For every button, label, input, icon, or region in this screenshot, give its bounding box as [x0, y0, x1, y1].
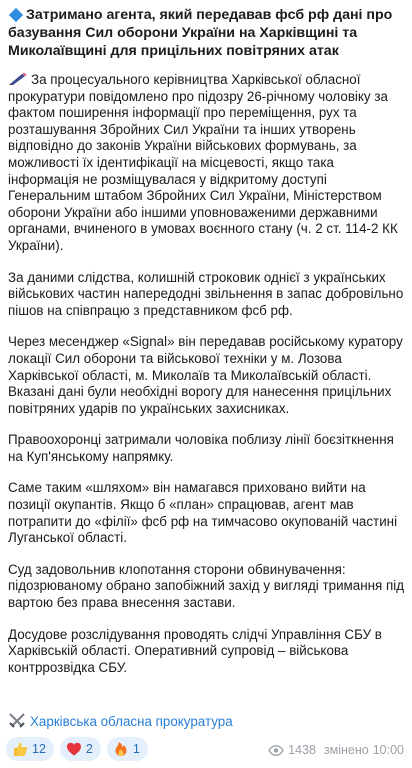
heart-icon — [66, 741, 82, 757]
post-paragraph-7: Досудове розслідування проводять слідчі Управління СБУ в Харківській області. Оперативний супровід – військова контррозвідка СБУ. — [8, 626, 382, 675]
post-paragraph-3: Через месенджер «Signal» він передавав російському куратору локації Сил оборони та військової техніки у м. Лозова Харківської області, м. Миколаїв та Миколаївській області. Вказані дані були необхідні ворогу для нанесення прицільних повітряних ударів по українських захисниках. — [8, 334, 403, 416]
pen-icon — [8, 72, 28, 85]
reaction-count: 2 — [85, 742, 93, 756]
reaction-thumbs-up[interactable] — [6, 737, 54, 761]
fire-icon — [113, 741, 129, 757]
post-title-text: Затримано агента, який передавав фсб рф дані про базування Сил оборони України на Харківщині та Миколаївщині для прицільних повітряних атак — [8, 7, 393, 59]
post-paragraph-1: За процесуального керівництва Харківської обласної прокуратури повідомлено про підозру 26-річному чоловіку за фактом поширення інформації про переміщення, рух та розташування Збройних Сил України та інших утворень відповідно до законів України військових формувань, за можливості їх ідентифікації на місцевості, якщо така інформація не розміщувалася у відкритому доступі Генеральним штабом Збройних Сил України, Міністерством оборони України або іншими уповноваженими державними органами, вчиненого в умовах воєнного стану (ч. 2 ст. 114-2 КК України). — [8, 72, 398, 253]
reactions-bar — [6, 737, 148, 761]
source-link[interactable] — [8, 713, 233, 730]
post-paragraph-2: За даними слідства, колишній строковик однієї з українських військових частин напередодні звільнення в запас добровільно пішов на співпрацю з представником фсб рф. — [8, 269, 404, 318]
post-title — [8, 6, 404, 60]
post-paragraph-5: Саме таким «шляхом» він намагався приховано вийти на позиції окупантів. Якщо б «план» спрацював, агент мав потрапити до «філії» фсб рф на тимчасово окупованій частині Луганської області. — [8, 480, 398, 546]
blue-diamond-icon — [9, 8, 23, 22]
post-paragraph-4: Правоохоронці затримали чоловіка поблизу лінії боєзіткнення на Куп'янському напрямку. — [8, 432, 394, 464]
crossed-swords-icon — [8, 713, 26, 729]
source-link-text: Харківська обласна прокуратура — [30, 714, 233, 729]
eye-icon — [268, 745, 284, 756]
post-paragraph-6: Суд задовольнив клопотання сторони обвинувачення: підозрюваному обрано запобіжний захід у вигляді тримання під вартою без права внесення застави. — [8, 561, 405, 611]
reaction-count: 1 — [132, 742, 140, 756]
view-count: 1438 — [288, 743, 316, 757]
reaction-count: 12 — [32, 742, 46, 756]
post-meta — [268, 743, 404, 757]
edited-label: змінено — [323, 743, 369, 757]
reaction-heart[interactable] — [60, 737, 101, 761]
reaction-fire[interactable] — [107, 737, 148, 761]
post-time: 10:00 — [372, 743, 404, 757]
thumbs-up-icon — [12, 741, 28, 757]
